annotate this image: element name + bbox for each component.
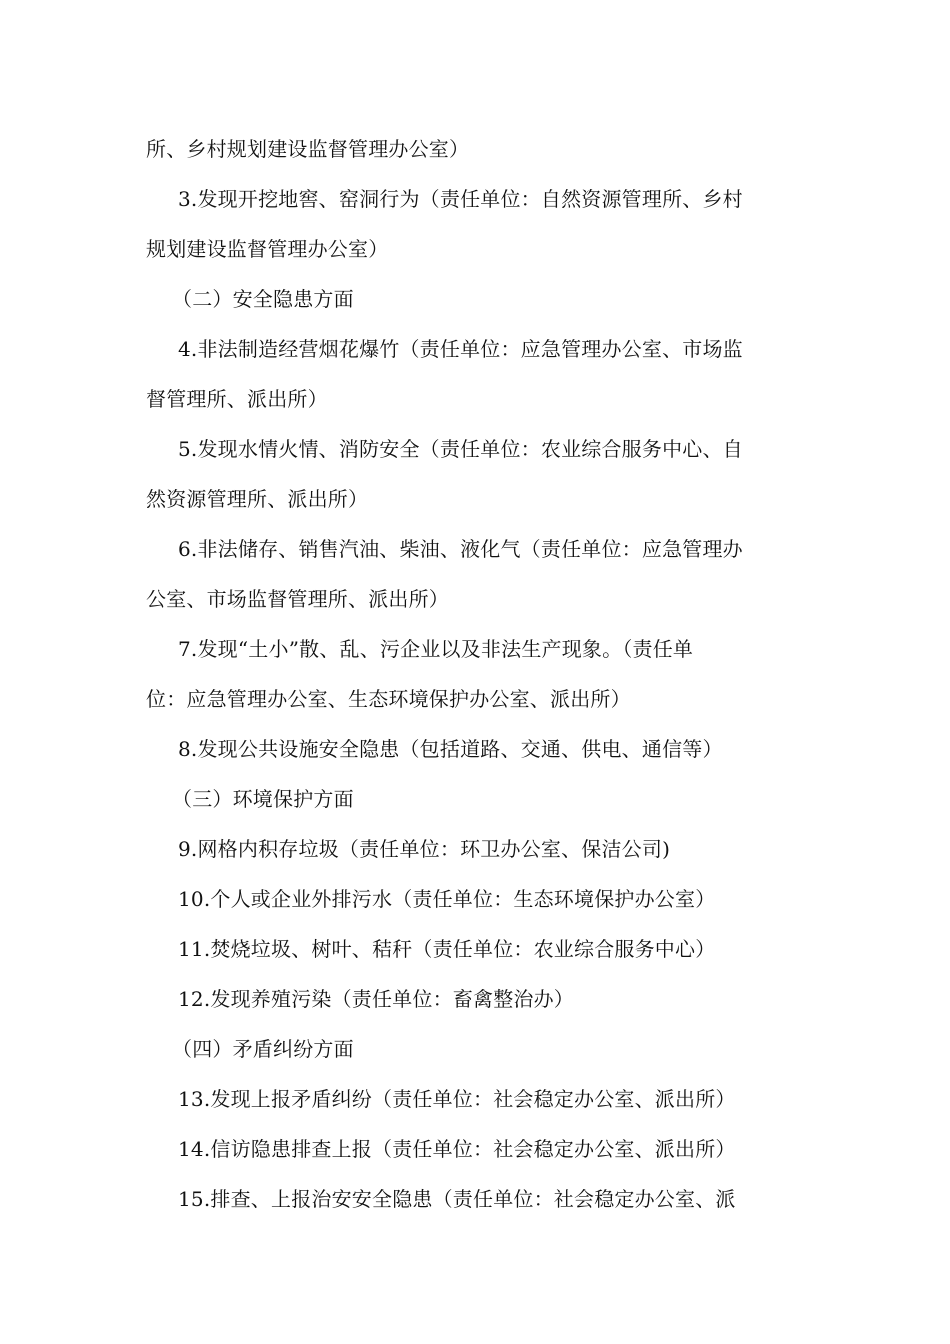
text-line: 公室、市场监督管理所、派出所） bbox=[146, 587, 449, 611]
list-item-7: 7.发现“土小”散、乱、污企业以及非法生产现象。（责任单 bbox=[178, 637, 694, 661]
list-item-11: 11.焚烧垃圾、树叶、秸秆（责任单位：农业综合服务中心） bbox=[178, 937, 716, 961]
list-item-5: 5.发现水情火情、消防安全（责任单位：农业综合服务中心、自 bbox=[178, 437, 743, 461]
list-item-10: 10.个人或企业外排污水（责任单位：生态环境保护办公室） bbox=[178, 887, 716, 911]
section-heading-safety: （二）安全隐患方面 bbox=[172, 287, 354, 311]
list-item-14: 14.信访隐患排查上报（责任单位：社会稳定办公室、派出所） bbox=[178, 1137, 736, 1161]
list-item-6: 6.非法储存、销售汽油、柴油、液化气（责任单位：应急管理办 bbox=[178, 537, 743, 561]
text-line: 规划建设监督管理办公室） bbox=[146, 237, 389, 261]
document-body bbox=[146, 124, 810, 1224]
list-item-8: 8.发现公共设施安全隐患（包括道路、交通、供电、通信等） bbox=[178, 737, 723, 761]
text-line: 所、乡村规划建设监督管理办公室） bbox=[146, 137, 470, 161]
section-heading-environment: （三）环境保护方面 bbox=[172, 787, 354, 811]
text-line: 然资源管理所、派出所） bbox=[146, 487, 369, 511]
list-item-12: 12.发现养殖污染（责任单位：畜禽整治办） bbox=[178, 987, 575, 1011]
list-item-3: 3.发现开挖地窖、窑洞行为（责任单位：自然资源管理所、乡村 bbox=[178, 187, 743, 211]
list-item-9: 9.网格内积存垃圾（责任单位：环卫办公室、保洁公司) bbox=[178, 837, 671, 861]
list-item-4: 4.非法制造经营烟花爆竹（责任单位：应急管理办公室、市场监 bbox=[178, 337, 743, 361]
list-item-13: 13.发现上报矛盾纠纷（责任单位：社会稳定办公室、派出所） bbox=[178, 1087, 736, 1111]
text-line: 督管理所、派出所） bbox=[146, 387, 328, 411]
text-line: 位：应急管理办公室、生态环境保护办公室、派出所） bbox=[146, 687, 631, 711]
section-heading-disputes: （四）矛盾纠纷方面 bbox=[172, 1037, 354, 1061]
list-item-15: 15.排查、上报治安安全隐患（责任单位：社会稳定办公室、派 bbox=[178, 1187, 736, 1211]
